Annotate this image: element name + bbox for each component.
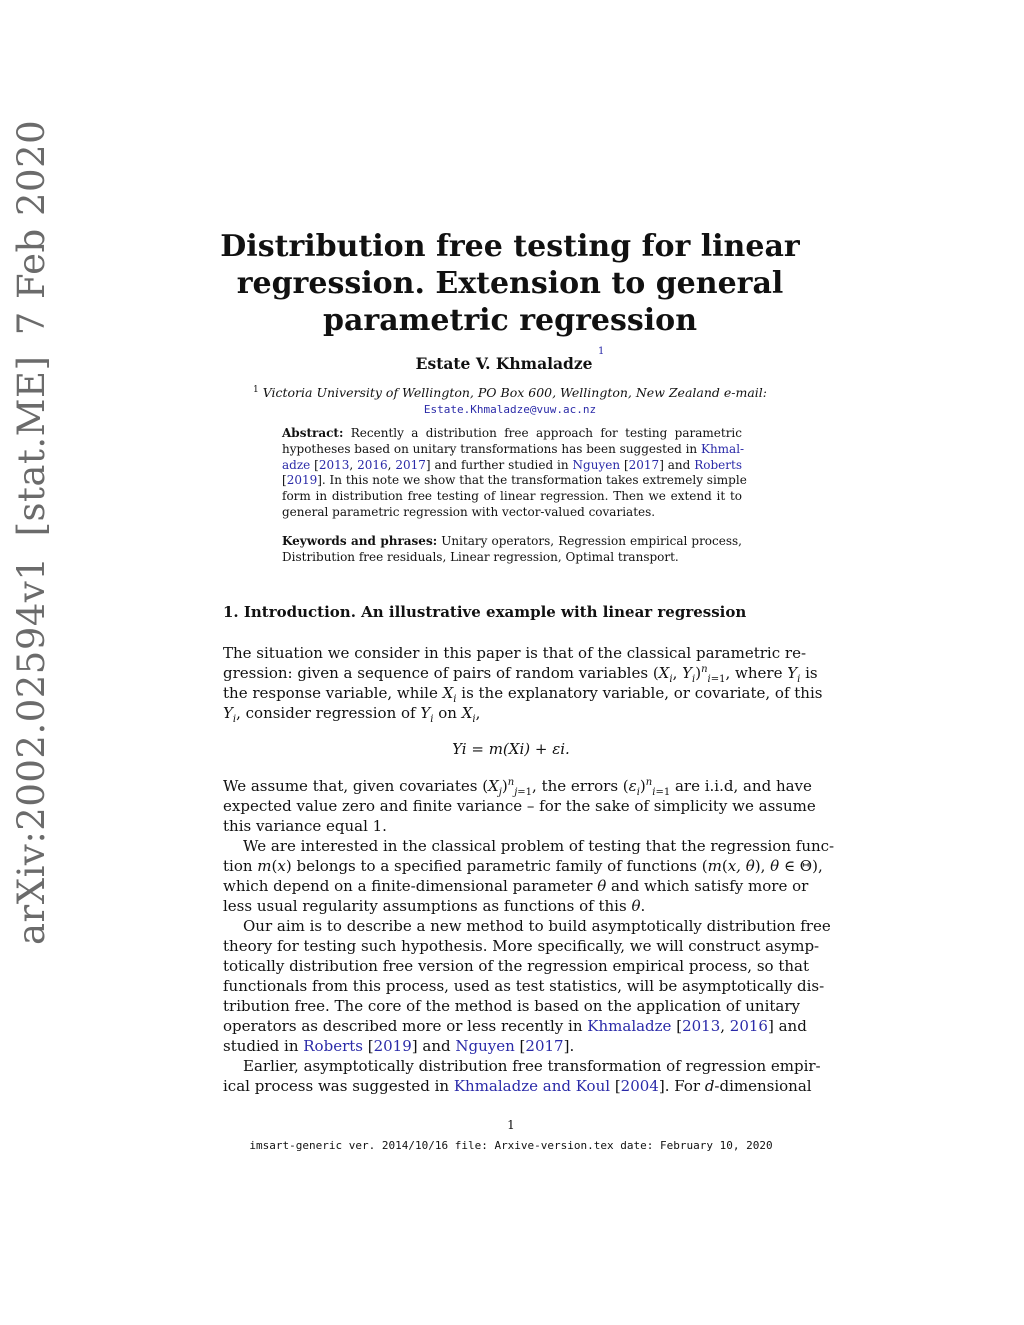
citation-link[interactable]: Nguyen — [572, 457, 621, 472]
paper-title — [220, 228, 800, 339]
page-footer: imsart-generic ver. 2014/10/16 file: Arxive-version.tex date: February 10, 2020 — [249, 1139, 773, 1152]
citation-year-link[interactable]: 2019 — [373, 1037, 412, 1055]
arxiv-date: 7 Feb 2020 — [10, 119, 53, 336]
paragraph: We assume that, given covariates $(X_j)^n_{j=1}$, the errors $(\varepsilon_i)^n_{i=1}$ are i.i.d, and have expected value zero and finite variance – for the sake of simplicity we assume this variance equal 1. We are interested in the classical problem of testing that the regression func- tion m(x) belongs to a specified parametric family of functions (m(x, θ), θ ∈ Θ), which depend on a finite-dimensional parameter θ and which satisfy more or less usual regularity assumptions as functions of this θ. Our aim is to describe a new method to build asymptotically distribution free theory for testing such hypothesis. More specifically, we will construct asymp- totically distribution free version of the regression empirical process, so that functionals from this process, used as test statistics, will be asymptotically dis- tribution free. The core of the method is based on the application of unitary operators as described more or less recently in Khmaladze [2013, 2016] and studied in Roberts [2019] and Nguyen [2017]. Earlier, asymptotically distribution free transformation of regression empir- ical process was suggested in Khmaladze and Koul [2004]. For d-dimensional — [223, 777, 835, 1095]
citation-link[interactable]: Nguyen — [455, 1037, 515, 1055]
keywords: Keywords and phrases: Unitary operators, Regression empirical process, Distribution free residuals, Linear regression, Optimal transport. — [282, 534, 742, 564]
citation-link[interactable]: Khmal- — [700, 441, 745, 456]
author — [220, 346, 800, 373]
title-line: Distribution free testing for linear — [220, 229, 800, 264]
citation-year-link[interactable]: 2004 — [620, 1077, 659, 1095]
citation-year-link[interactable]: 2016 — [729, 1017, 768, 1035]
citation-link[interactable]: adze — [282, 457, 311, 472]
citation-year-link[interactable]: 2017 — [525, 1037, 564, 1055]
arxiv-stamp — [10, 112, 53, 945]
abstract: Abstract: Recently a distribution free approach for testing parametric hypotheses based on unitary transformations has been suggested in Khmal- adze [2013, 2016, 2017] and further studied in Nguyen [2017] and Roberts [2019]. In this note we show that the transformation takes extremely simple form in distribution free testing of linear regression. Then we extend it to general parametric regression with vector-valued covariates. — [282, 426, 747, 519]
citation-year-link[interactable]: 2019 — [286, 473, 318, 488]
keywords-label: Keywords and phrases: — [282, 534, 438, 548]
citation-year-link[interactable]: 2016 — [357, 457, 388, 472]
section-heading: 1. Introduction. An illustrative example with linear regression — [223, 603, 747, 621]
abstract-label: Abstract: — [282, 426, 344, 440]
affiliation-text: Victoria University of Wellington, PO Box 600, Wellington, New Zealand e-mail: — [262, 385, 768, 400]
email-link[interactable]: Estate.Khmaladze@vuw.ac.nz — [423, 403, 597, 416]
citation-link[interactable]: Khmaladze — [587, 1017, 672, 1035]
citation-year-link[interactable]: 2013 — [682, 1017, 721, 1035]
equation: Yi = m(Xi) + εi. — [452, 740, 570, 758]
citation-link[interactable]: Khmaladze and Koul — [453, 1077, 611, 1095]
title-line: regression. Extension to general — [236, 266, 784, 301]
title-line: parametric regression — [322, 303, 698, 338]
arxiv-id: arXiv:2002.02594v1 — [10, 556, 53, 945]
page-number: 1 — [507, 1118, 515, 1132]
arxiv-category: [stat.ME] — [10, 355, 53, 537]
affiliation — [220, 384, 800, 418]
citation-link[interactable]: Roberts — [303, 1037, 363, 1055]
citation-year-link[interactable]: 2017 — [628, 457, 660, 472]
author-name: Estate V. Khmaladze — [415, 354, 593, 373]
author-affiliation-mark[interactable]: 1 — [597, 346, 605, 357]
paragraph: The situation we consider in this paper is that of the classical parametric re- gression: given a sequence of pairs of random variables ($X_i$, $Y_i)^n_{i=1}$, where $Y_i$ is the response variable, while $X_i$ is the explanatory variable, or covariate, of this $Y_i$, consider regression of $Y_i$ on $X_i$, — [223, 644, 823, 725]
citation-year-link[interactable]: 2013 — [318, 457, 350, 472]
citation-year-link[interactable]: 2017 — [395, 457, 426, 472]
affiliation-mark: 1 — [252, 384, 259, 395]
citation-link[interactable]: Roberts — [694, 457, 742, 472]
